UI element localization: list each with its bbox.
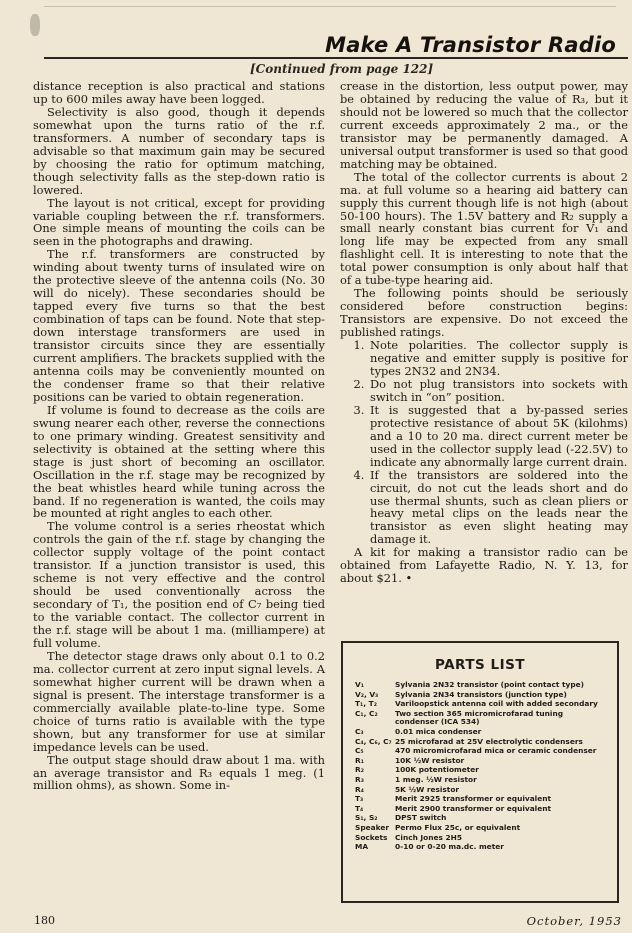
part-description: Variloopstick antenna coil with added secondary xyxy=(395,699,598,709)
part-reference: S₁, S₂ xyxy=(355,813,378,823)
part-description: Cinch Jones 2H5 xyxy=(395,832,462,842)
top-edge-line xyxy=(44,6,616,7)
part-description: 470 micromicrofarad mica or ceramic condenser xyxy=(395,746,597,756)
parts-list-row xyxy=(343,691,617,700)
parts-list-row xyxy=(343,757,617,766)
parts-list-row xyxy=(343,681,617,690)
part-reference: C₅ xyxy=(355,746,364,756)
parts-list-row xyxy=(343,738,617,747)
article-title: Make A Transistor Radio xyxy=(325,33,616,57)
paragraph: Selectivity is also good, though it depends somewhat upon the turns ratio of the r.f. transformers. A number of secondary taps is advisable so that maximum gain may be secured by choosing the ratio for optimum matching, though selectivity falls as the step-down ratio is lowered. xyxy=(33,104,325,197)
parts-list-row xyxy=(343,776,617,785)
left-column xyxy=(33,80,325,792)
parts-list-row xyxy=(343,824,617,833)
part-reference: T₃ xyxy=(355,794,364,804)
parts-list-rows xyxy=(343,681,617,852)
parts-list-row xyxy=(343,728,617,737)
parts-list-row xyxy=(343,834,617,843)
parts-list-title: PARTS LIST xyxy=(434,657,526,673)
list-item: 3. It is suggested that a by-passed series protective resistance of about 5K (kilohms) and a 10 to 20 ma. direct current meter be used in the collector supply lead (-22.5V) to indicate any abnormally large current drain. xyxy=(368,404,628,469)
paragraph: The detector stage draws only about 0.1 to 0.2 ma. collector current at zero input signal levels. A somewhat higher current will be drawn when a signal is present. The interstage transformer is a commercially available plate-to-line type. Some choice of turns ratio is available with the type shown, but any transformer for use at similar impedance levels can be used. xyxy=(33,648,325,754)
paragraph: crease in the distortion, less output power, may be obtained by reducing the value of R₃, but it should not be lowered so much that the collector current exceeds approximately 2 ma., or the transistor may be permanently damaged. A universal output transformer is used so that good matching may be obtained. xyxy=(340,79,628,171)
part-description: 25 microfarad at 25V electrolytic condensers xyxy=(395,736,583,746)
part-description: 1 meg. ½W resistor xyxy=(395,774,477,784)
part-reference: T₄ xyxy=(355,803,364,813)
continued-note: [Continued from page 122] xyxy=(250,62,434,76)
part-reference: V₁ xyxy=(355,680,364,689)
part-description: Sylvania 2N32 transistor (point contact type) xyxy=(395,680,585,689)
page-number: 180 xyxy=(34,914,55,927)
right-column xyxy=(340,80,628,585)
part-description: DPST switch xyxy=(395,813,447,823)
paragraph: The layout is not critical, except for providing variable coupling between the r.f. transformers. One simple means of mounting the coils can be seen in the photographs and drawing. xyxy=(33,195,325,249)
part-reference: R₁ xyxy=(355,755,364,765)
parts-list-row xyxy=(343,747,617,756)
part-reference: V₂, V₃ xyxy=(355,689,379,699)
paragraph: The r.f. transformers are constructed by winding about twenty turns of insulated wire on the protective sleeve of the antenna coils (No. 30 will do nicely). These secondaries should be tapped every five turns so that the best combination of taps can be found. Note that step-down interstage transformers are used in transistor circuits since they are essentially current amplifiers. The brackets supplied with the antenna coils may be conveniently mounted on the condenser frame so that their relative positions can be varied to obtain regeneration. xyxy=(33,247,325,404)
part-reference: R₃ xyxy=(355,774,364,784)
parts-list-row xyxy=(343,710,617,727)
part-description: Two section 365 micromicrofarad tuning condenser (ICA 534) xyxy=(395,708,563,727)
part-description: 0-10 or 0-20 ma.dc. meter xyxy=(395,842,504,852)
parts-list-row xyxy=(343,786,617,795)
part-reference: Speaker xyxy=(355,822,389,832)
part-reference: C₃ xyxy=(355,726,364,736)
paragraph: If volume is found to decrease as the coils are swung nearer each other, reverse the connections to one primary winding. Greatest sensitivity and selectivity is obtained at the setting where this stage is just short of becoming an oscillator. Oscillation in the r.f. stage may be recognized by the beat whistles heard while tuning across the band. If no regeneration is wanted, the coils may be mounted at right angles to each other. xyxy=(33,402,325,521)
parts-list-row xyxy=(343,843,617,852)
parts-list-row xyxy=(343,805,617,814)
part-description: 5K ½W resistor xyxy=(395,784,460,794)
closing-paragraph: A kit for making a transistor radio can be obtained from Lafayette Radio, N. Y. 13, for about $21. • xyxy=(340,545,628,586)
parts-list-row xyxy=(343,766,617,775)
part-reference: C₁, C₂ xyxy=(355,708,378,718)
part-reference: R₄ xyxy=(355,784,364,794)
paragraph: The output stage should draw about 1 ma. with an average transistor and R₃ equals 1 meg. (1 million ohms), as shown. Some in- xyxy=(33,752,325,793)
part-description: Sylvania 2N34 transistors (junction type) xyxy=(395,689,567,699)
issue-date: October, 1953 xyxy=(526,914,622,928)
parts-list-row xyxy=(343,700,617,709)
part-reference: C₄, C₆, C₇ xyxy=(355,736,392,746)
parts-list-row xyxy=(343,814,617,823)
part-description: 100K potentiometer xyxy=(395,765,479,775)
list-item: 1. Note polarities. The collector supply is negative and emitter supply is positive for types 2N32 and 2N34. xyxy=(368,339,628,378)
parts-list-row xyxy=(343,795,617,804)
paragraph: The volume control is a series rheostat which controls the gain of the r.f. stage by changing the collector supply voltage of the point contact transistor. If a junction transistor is used, this scheme is not very effective and the control should be used conventionally across the secondary of T₁, the position end of C₇ being tied to the variable contact. The collector current in the r.f. stage will be about 1 ma. (milliampere) at full volume. xyxy=(33,519,325,650)
title-rule xyxy=(44,57,628,59)
paragraph: distance reception is also practical and stations up to 600 miles away have been logged. xyxy=(33,79,325,106)
precautions-list xyxy=(340,339,628,546)
part-description: 0.01 mica condenser xyxy=(395,726,482,736)
paragraph: The total of the collector currents is about 2 ma. at full volume so a hearing aid battery can supply this current though life is not high (about 50-100 hours). The 1.5V battery and R₂ supply a small nearly constant bias current for V₁ and long life may be expected from any small flashlight cell. It is interesting to note that the total power consumption is only about half that of a tube-type hearing aid. xyxy=(340,169,628,288)
part-reference: R₂ xyxy=(355,765,364,775)
part-description: Permo Flux 25c, or equivalent xyxy=(395,822,521,832)
part-reference: T₁, T₂ xyxy=(355,699,377,709)
list-item: 2. Do not plug transistors into sockets with switch in “on” position. xyxy=(368,378,628,404)
page-smudge xyxy=(30,14,40,36)
paragraph: The following points should be seriously considered before construction begins: Transistors are expensive. Do not exceed the published ratings. xyxy=(340,286,628,340)
part-reference: Sockets xyxy=(355,832,388,842)
part-reference: MA xyxy=(355,842,369,852)
parts-list-box xyxy=(341,641,619,903)
list-item: 4. If the transistors are soldered into the circuit, do not cut the leads short and do use thermal shunts, such as clean pliers or heavy metal clips on the leads near the transistor as even slight heating may damage it. xyxy=(368,469,628,547)
part-description: 10K ½W resistor xyxy=(395,755,465,765)
part-description: Merit 2925 transformer or equivalent xyxy=(395,794,552,804)
part-description: Merit 2900 transformer or equivalent xyxy=(395,803,552,813)
